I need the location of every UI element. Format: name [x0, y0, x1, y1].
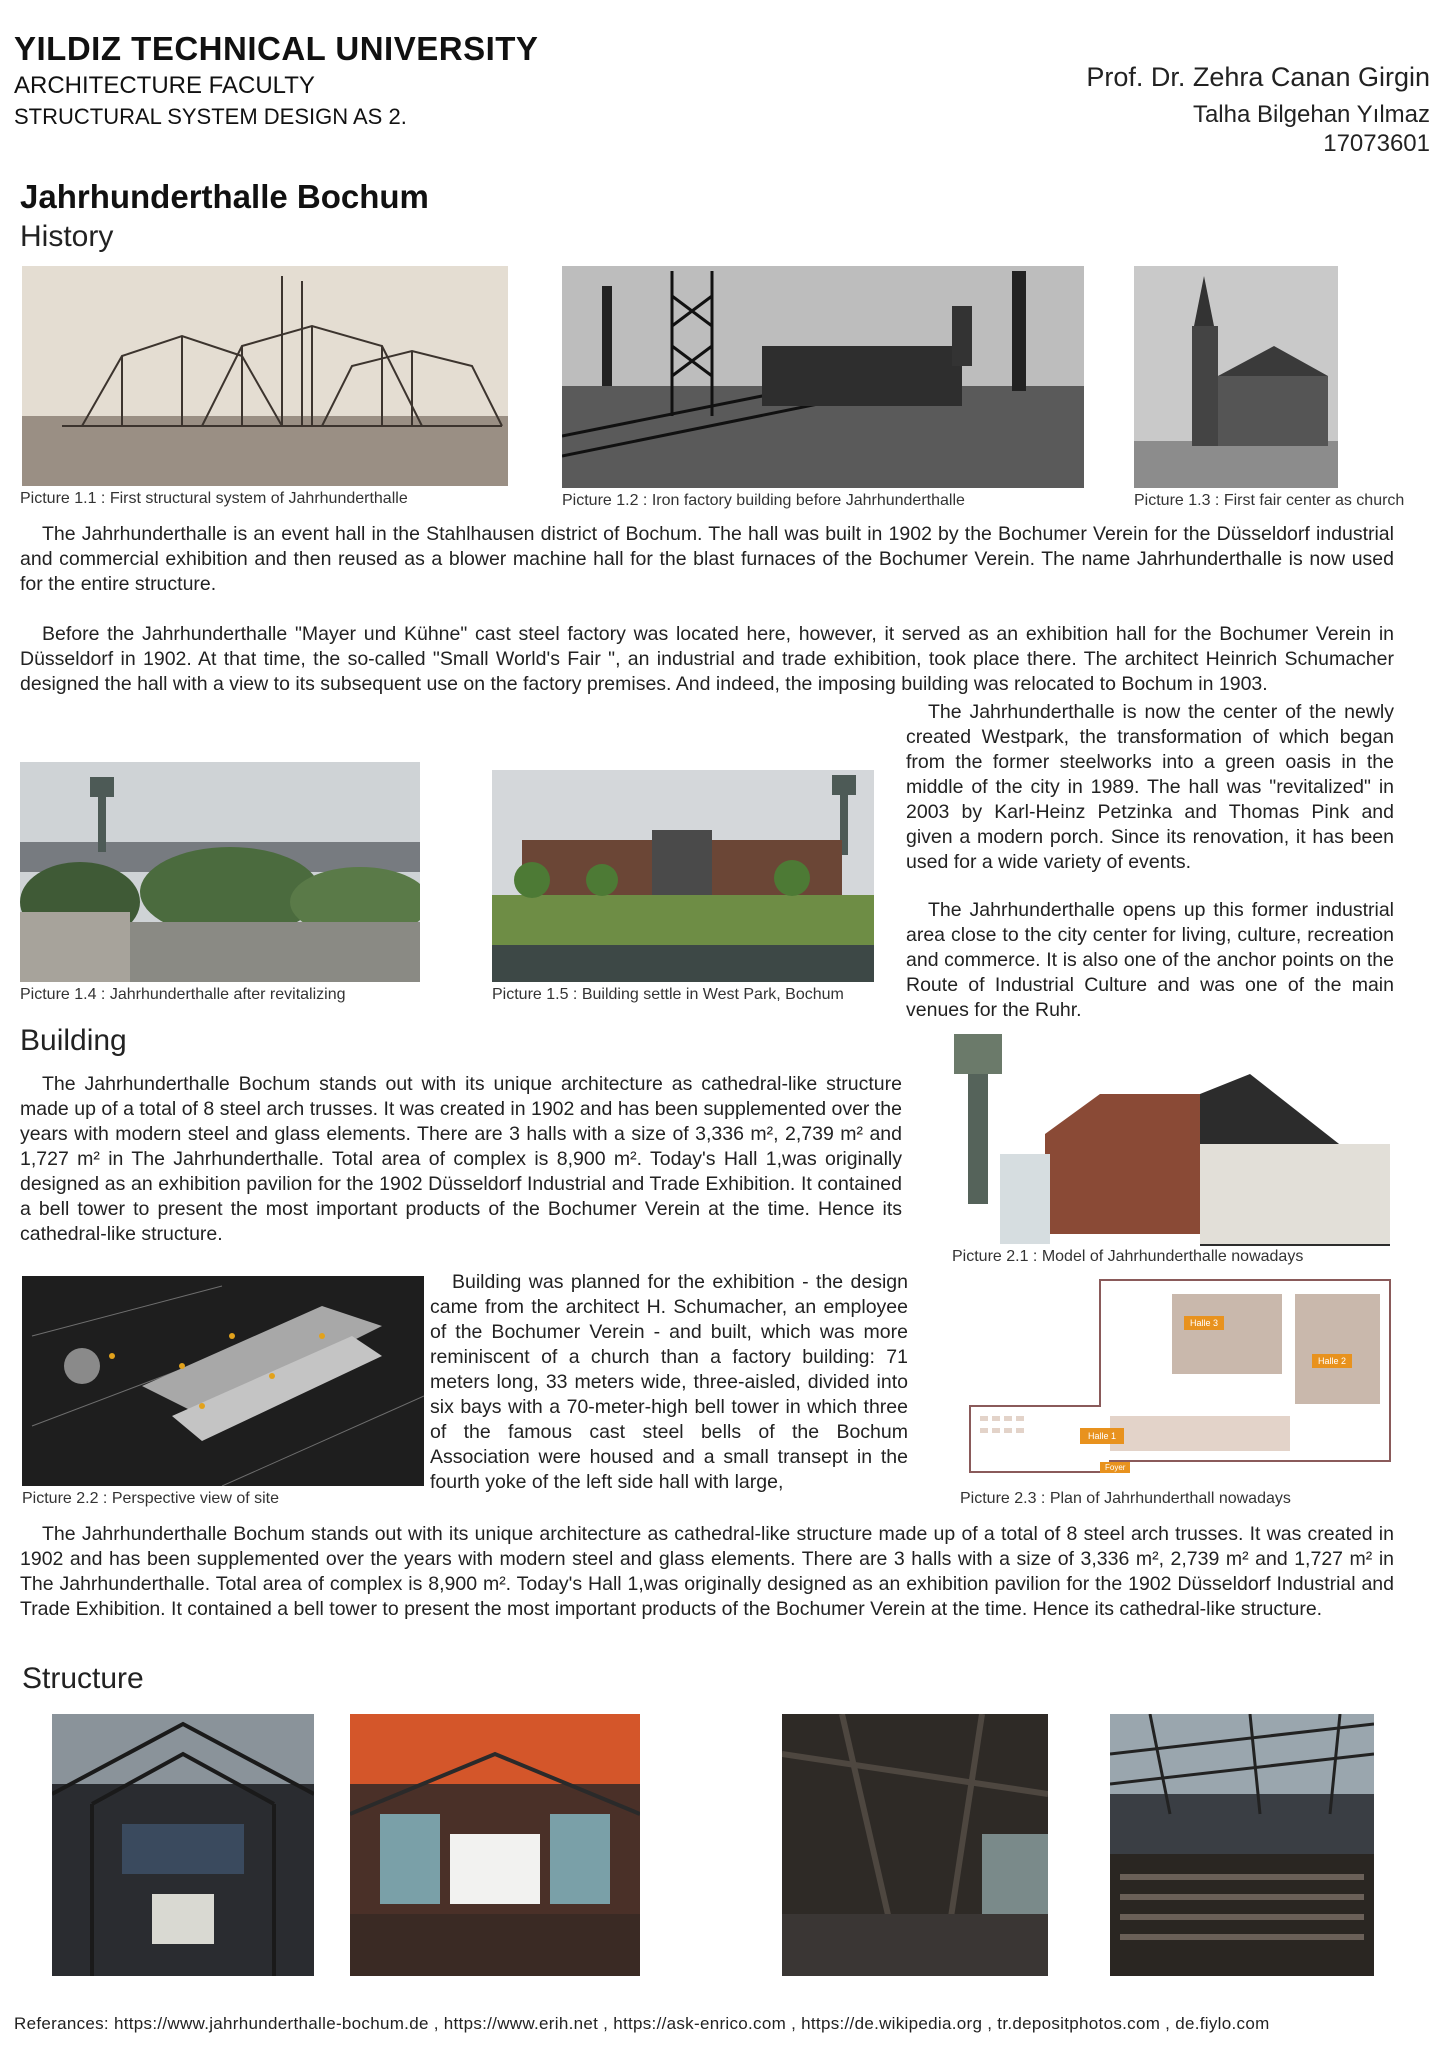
student-id: 17073601 — [1323, 130, 1430, 157]
picture-1-5 — [492, 770, 874, 982]
plan-label-foyer: Foyer — [1100, 1462, 1130, 1473]
caption-picture-1-4: Picture 1.4 : Jahrhunderthalle after revitalizing — [20, 986, 346, 1003]
picture-1-2 — [562, 266, 1084, 488]
history-paragraph-4: The Jahrhunderthalle opens up this former industrial area close to the city center for living, culture, recreation and commerce. It is also one of the anchor points on the Route of Industrial Culture and was one of the main venues for the Ruhr. — [906, 899, 1394, 1021]
building-paragraph-3: The Jahrhunderthalle Bochum stands out with its unique architecture as cathedral-like structure made up of a total of 8 steel arch trusses. It was created in 1902 and has been supplemented over the years with modern steel and glass elements. There are 3 halls with a size of 3,336 m², 2,739 m² and 1,727 m² in The Jahrhunderthalle. Total area of complex is 8,900 m². Today's Hall 1,was originally designed as an exhibition pavilion for the 1902 Düsseldorf Industrial and Trade Exhibition. It contained a bell tower to present the most important products of the Bochumer Verein at the time. Hence its cathedral-like structure. — [20, 1523, 1394, 1620]
history-paragraph-1: The Jahrhunderthalle is an event hall in the Stahlhausen district of Bochum. The hall was built in 1902 by the Bochumer Verein for the Düsseldorf industrial and commercial exhibition and then reused as a blower machine hall for the blast furnaces of the Bochumer Verein. The name Jahrhunderthalle is now used for the entire structure. — [20, 523, 1394, 595]
plan-label-halle-2: Halle 2 — [1312, 1354, 1352, 1368]
picture-2-2 — [22, 1276, 424, 1486]
structure-heading: Structure — [22, 1662, 144, 1695]
history-paragraph-3: The Jahrhunderthalle is now the center of the newly created Westpark, the transformation of which began from the former steelworks into a green oasis in the middle of the city in 1989. The hall was "revitalized" in 2003 by Karl-Heinz Petzinka and Thomas Pink and given a modern porch. Since its renovation, it has been used for a wide variety of events. — [906, 701, 1394, 873]
picture-1-4 — [20, 762, 420, 982]
picture-2-3 — [950, 1276, 1394, 1480]
student-name: Talha Bilgehan Yılmaz — [1192, 101, 1430, 128]
building-paragraph-2: Building was planned for the exhibition - the design came from the architect H. Schumacher, an employee of the Bochumer Verein - and built, which was more reminiscent of a church than a factory building: 71 meters long, 33 meters wide, three-aisled, divided into six bays with a 70-meter-high bell tower in which three of the famous cast steel bells of the Bochum Association were housed and a small transept in the fourth yoke of the left side hall with large, — [430, 1271, 908, 1493]
plan-label-halle-1: Halle 1 — [1080, 1428, 1124, 1444]
references: Referances: https://www.jahrhunderthalle-bochum.de , https://www.erih.net , https://ask-enrico.com , https://de.wikipedia.org , tr.depositphotos.com , de.fiylo.com — [14, 2014, 1270, 2033]
caption-picture-2-2: Picture 2.2 : Perspective view of site — [22, 1490, 279, 1507]
caption-picture-2-1: Picture 2.1 : Model of Jahrhunderthalle nowadays — [952, 1248, 1304, 1265]
caption-picture-1-3: Picture 1.3 : First fair center as church — [1134, 492, 1405, 509]
university-name: YILDIZ TECHNICAL UNIVERSITY — [14, 30, 539, 67]
picture-1-1 — [22, 266, 508, 486]
caption-picture-2-3: Picture 2.3 : Plan of Jahrhunderthall nowadays — [960, 1490, 1291, 1507]
professor-name: Prof. Dr. Zehra Canan Girgin — [1086, 62, 1430, 92]
building-heading: Building — [20, 1024, 127, 1057]
picture-2-1 — [950, 1034, 1394, 1246]
faculty-name: ARCHITECTURE FACULTY — [14, 72, 315, 99]
course-name: STRUCTURAL SYSTEM DESIGN AS 2. — [14, 104, 407, 129]
structure-photo-4 — [1110, 1714, 1374, 1976]
structure-photo-2 — [350, 1714, 640, 1976]
picture-1-3 — [1134, 266, 1338, 488]
history-heading: History — [20, 220, 114, 253]
caption-picture-1-1: Picture 1.1 : First structural system of Jahrhunderthalle — [20, 490, 408, 507]
history-paragraph-2: Before the Jahrhunderthalle "Mayer und Kühne" cast steel factory was located here, however, it served as an exhibition hall for the Bochumer Verein in Düsseldorf in 1902. At that time, the so-called "Small World's Fair ", an industrial and trade exhibition, took place there. The architect Heinrich Schumacher designed the hall with a view to its subsequent use on the factory premises. And indeed, the imposing building was relocated to Bochum in 1903. — [20, 623, 1394, 695]
structure-photo-1 — [52, 1714, 314, 1976]
caption-picture-1-2: Picture 1.2 : Iron factory building before Jahrhunderthalle — [562, 492, 965, 509]
caption-picture-1-5: Picture 1.5 : Building settle in West Park, Bochum — [492, 986, 844, 1003]
plan-label-halle-3: Halle 3 — [1184, 1316, 1224, 1330]
building-paragraph-1: The Jahrhunderthalle Bochum stands out with its unique architecture as cathedral-like structure made up of a total of 8 steel arch trusses. It was created in 1902 and has been supplemented over the years with modern steel and glass elements. There are 3 halls with a size of 3,336 m², 2,739 m² and 1,727 m² in The Jahrhunderthalle. Total area of complex is 8,900 m². Today's Hall 1,was originally designed as an exhibition pavilion for the 1902 Düsseldorf Industrial and Trade Exhibition. It contained a bell tower to present the most important products of the Bochumer Verein at the time. Hence its cathedral-like structure. — [20, 1073, 902, 1245]
structure-photo-3 — [782, 1714, 1048, 1976]
page-title: Jahrhunderthalle Bochum — [20, 178, 429, 215]
